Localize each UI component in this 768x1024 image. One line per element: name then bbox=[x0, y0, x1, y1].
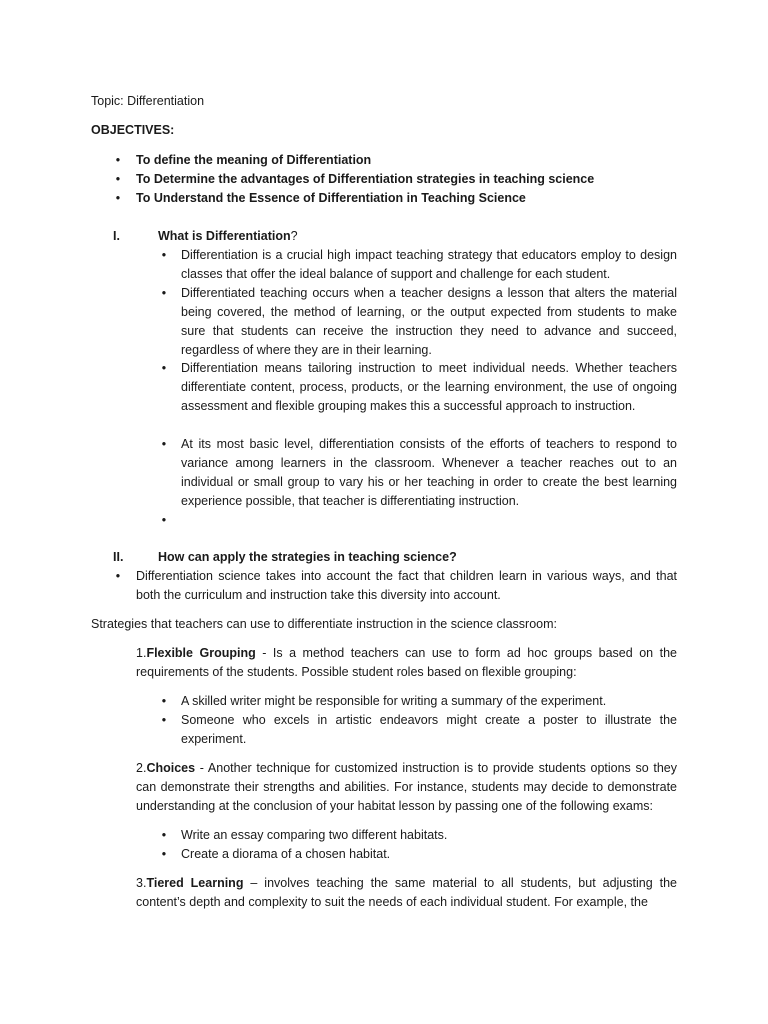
bullet-dot: • bbox=[161, 286, 167, 300]
bullet-dot: • bbox=[161, 847, 167, 861]
strategy-title: Tiered Learning bbox=[146, 876, 244, 890]
bullet-dot: • bbox=[115, 191, 121, 205]
strategy-choices bbox=[136, 759, 677, 816]
bullet-dot: • bbox=[161, 828, 167, 842]
strategy1-bullet: Someone who excels in artistic endeavors might create a poster to illustrate the experiment. bbox=[181, 713, 677, 746]
section1-bullet: Differentiated teaching occurs when a teacher designs a lesson that alters the material being covered, the method of learning, or the output expected from students to make sure that students can receive the instruction they need to advance and succeed, regardless of where they are in their learning. bbox=[181, 286, 677, 357]
strategy-flexible-grouping bbox=[136, 644, 677, 682]
strategy-number: 2. bbox=[136, 761, 147, 775]
strategies-intro: Strategies that teachers can use to differentiate instruction in the science classroom: bbox=[91, 617, 557, 631]
topic-line: Topic: Differentiation bbox=[91, 94, 205, 108]
objectives-heading: OBJECTIVES: bbox=[91, 123, 175, 137]
strategy-text: - Another technique for customized instruction is to provide students options so they can demonstrate their strengths and abilities. For instance, students may decide to demonstrate understanding at the conclusion of your habitat lesson by passing one of the following exams: bbox=[136, 761, 677, 813]
bullet-dot: • bbox=[161, 437, 167, 451]
section1-bullet: At its most basic level, differentiation consists of the efforts of teachers to respond to variance among learners in the classroom. Whenever a teacher reaches out to an individual or small group to vary his or her teaching in order to create the best learning experience possible, that teacher is differentiating instruction. bbox=[181, 437, 677, 508]
bullet-dot: • bbox=[115, 172, 121, 186]
objective-item: To Understand the Essence of Differentiation in Teaching Science bbox=[136, 191, 526, 205]
section2-bullet: Differentiation science takes into account the fact that children learn in various ways, and that both the curriculum and instruction take this diversity into account. bbox=[136, 569, 677, 602]
bullet-dot: • bbox=[115, 153, 121, 167]
objective-item: To define the meaning of Differentiation bbox=[136, 153, 372, 167]
section-heading: How can apply the strategies in teaching science? bbox=[158, 550, 457, 564]
section-heading-tail: ? bbox=[290, 229, 298, 243]
bullet-dot: • bbox=[161, 361, 167, 375]
bullet-dot: • bbox=[161, 713, 167, 727]
section-heading bbox=[158, 227, 298, 246]
bullet-dot: • bbox=[115, 569, 121, 583]
strategy-number: 1. bbox=[136, 646, 147, 660]
strategy2-bullet: Create a diorama of a chosen habitat. bbox=[181, 847, 391, 861]
strategy2-bullet: Write an essay comparing two different habitats. bbox=[181, 828, 448, 842]
strategy1-bullet: A skilled writer might be responsible for writing a summary of the experiment. bbox=[181, 694, 607, 708]
objective-item: To Determine the advantages of Differentiation strategies in teaching science bbox=[136, 172, 595, 186]
strategy-text: – involves teaching the same material to all students, but adjusting the content’s depth and complexity to suit the needs of each individual student. For example, the bbox=[136, 876, 677, 909]
strategy-title: Choices bbox=[146, 761, 196, 775]
section1-bullet: Differentiation is a crucial high impact teaching strategy that educators employ to design classes that offer the ideal balance of support and challenge for each student. bbox=[181, 248, 677, 281]
bullet-dot: • bbox=[161, 513, 167, 527]
bullet-dot: • bbox=[161, 248, 167, 262]
section-heading-text: What is Differentiation bbox=[158, 229, 291, 243]
section-numeral: II. bbox=[113, 550, 124, 564]
strategy-tiered-learning bbox=[136, 874, 677, 912]
strategy-title: Flexible Grouping bbox=[146, 646, 256, 660]
section-numeral: I. bbox=[113, 229, 120, 243]
strategy-text: - Is a method teachers can use to form ad hoc groups based on the requirements of the students. Possible student roles based on flexible grouping: bbox=[136, 646, 677, 679]
section1-bullet: Differentiation means tailoring instruction to meet individual needs. Whether teachers differentiate content, process, products, or the learning environment, the use of ongoing assessment and flexible grouping makes this a successful approach to instruction. bbox=[181, 361, 677, 413]
bullet-dot: • bbox=[161, 694, 167, 708]
strategy-number: 3. bbox=[136, 876, 147, 890]
